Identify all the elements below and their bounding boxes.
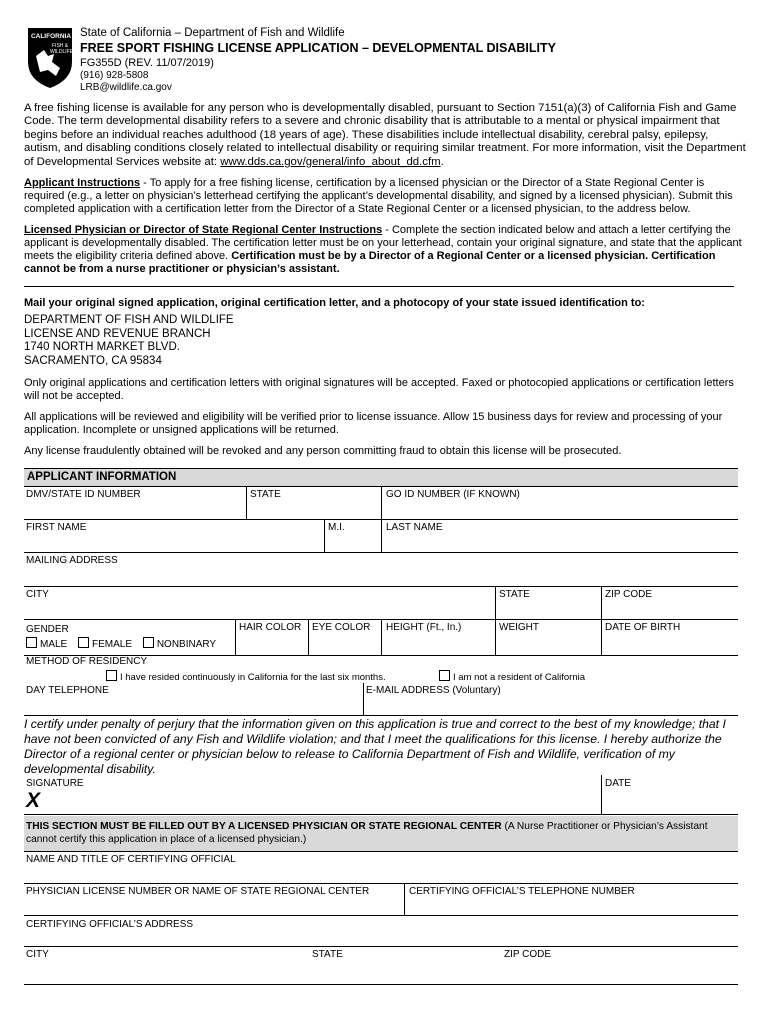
nonresident-checkbox[interactable]	[439, 670, 450, 681]
certifying-official-name-field[interactable]: NAME AND TITLE OF CERTIFYING OFFICIAL	[26, 854, 236, 865]
agency-name: State of California – Department of Fish and Wildlife	[80, 27, 345, 39]
nonbinary-label: NONBINARY	[156, 639, 217, 650]
first-name-field[interactable]: FIRST NAME	[26, 522, 87, 533]
signature-x-mark: X	[26, 789, 41, 812]
applicant-section-title: APPLICANT INFORMATION	[27, 471, 177, 483]
certifying-address-field[interactable]: CERTIFYING OFFICIAL’S ADDRESS	[26, 919, 194, 930]
state-field[interactable]: STATE	[250, 489, 281, 500]
dds-link[interactable]: www.dds.ca.gov/general/info_about_dd.cfm	[220, 155, 441, 168]
certifying-city-field[interactable]: CITY	[26, 949, 49, 960]
last-name-field[interactable]: LAST NAME	[386, 522, 443, 533]
address-line-2: LICENSE AND REVENUE BRANCH	[24, 327, 211, 340]
nonresident-option[interactable]	[439, 670, 585, 683]
physician-instructions-bold2: Certification cannot be from a nurse practitioner or physician’s assistant.	[24, 250, 716, 275]
gender-options	[26, 637, 216, 650]
city-field[interactable]: CITY	[26, 589, 49, 600]
physician-banner-text	[26, 820, 736, 846]
note-fraud: Any license fraudulently obtained will be revoked and any person committing fraud to obtain this license will be prosecuted.	[24, 445, 622, 457]
certifying-zip-field[interactable]: ZIP CODE	[504, 949, 552, 960]
mailing-address-field[interactable]: MAILING ADDRESS	[26, 555, 118, 566]
mail-heading: Mail your original signed application, original certification letter, and a photocopy of your state issued identification to:	[24, 297, 645, 309]
middle-initial-field[interactable]: M.I.	[328, 522, 345, 533]
female-option[interactable]	[78, 639, 132, 650]
go-id-field[interactable]: GO ID NUMBER (IF KNOWN)	[386, 489, 520, 500]
physician-instructions-heading: Licensed Physician or Director of State Regional Center Instructions	[24, 224, 383, 236]
certifying-state-field[interactable]: STATE	[312, 949, 343, 960]
mailing-address-block	[24, 314, 746, 368]
dmv-id-field[interactable]: DMV/STATE ID NUMBER	[26, 489, 141, 500]
logo-text-top: CALIFORNIA	[30, 33, 72, 40]
physician-banner-rest: (A Nurse Practitioner or Physician’s Assistant cannot certify this application in place of a licensed physician.)	[26, 821, 708, 845]
physician-instructions-bold1: Certification must be by a Director of a Regional Center or a licensed physician.	[231, 250, 649, 262]
resident-option[interactable]	[106, 670, 386, 683]
signature-date-field[interactable]: DATE	[605, 778, 631, 789]
form-title: FREE SPORT FISHING LICENSE APPLICATION – DEVELOPMENTAL DISABILITY	[80, 41, 556, 55]
form-id: FG355D (REV. 11/07/2019)	[80, 57, 214, 69]
certifying-phone-field[interactable]: CERTIFYING OFFICIAL’S TELEPHONE NUMBER	[409, 886, 635, 897]
contact-email: LRB@wildlife.ca.gov	[80, 82, 172, 93]
resident-label: I have resided continuously in California for the last six months.	[120, 672, 386, 683]
email-field[interactable]: E-MAIL ADDRESS (Voluntary)	[366, 685, 501, 696]
day-telephone-field[interactable]: DAY TELEPHONE	[26, 685, 109, 696]
male-checkbox[interactable]	[26, 637, 37, 648]
eye-color-field[interactable]: EYE COLOR	[312, 622, 371, 633]
agency-logo	[26, 26, 74, 90]
state2-field[interactable]: STATE	[499, 589, 530, 600]
signature-field[interactable]: SIGNATURE	[26, 778, 84, 789]
physician-license-field[interactable]: PHYSICIAN LICENSE NUMBER OR NAME OF STATE REGIONAL CENTER	[26, 886, 370, 897]
nonresident-label: I am not a resident of California	[453, 672, 586, 683]
hair-color-field[interactable]: HAIR COLOR	[239, 622, 302, 633]
physician-banner-bold: THIS SECTION MUST BE FILLED OUT BY A LICENSED PHYSICIAN OR STATE REGIONAL CENTER	[26, 821, 502, 832]
address-line-4: SACRAMENTO, CA 95834	[24, 354, 162, 367]
note-original: Only original applications and certification letters with original signatures will be accepted. Faxed or photocopied applications or certification letters will not be accepted.	[24, 377, 734, 402]
zip-field[interactable]: ZIP CODE	[605, 589, 653, 600]
nonbinary-checkbox[interactable]	[143, 637, 154, 648]
logo-text-mid: FISH &	[52, 43, 69, 49]
intro-text: A free fishing license is available for any person who is developmentally disabled, pursuant to Section 7151(a)(3) of California Fish and Game Code. The term developmental disability refers to a severe and chronic disability that is attributable to a mental or physical impairment that begins before an individual reaches adulthood (18 years of age). These disabilities include intellectual disability, cerebral palsy, epilepsy, autism, and disabling conditions closely related to intellectual disability or requiring similar treatment. For more information, visit the Department of Developmental Services website at:	[24, 102, 746, 168]
physician-instructions	[24, 224, 746, 276]
weight-field[interactable]: WEIGHT	[499, 622, 539, 633]
note-review: All applications will be reviewed and eligibility will be verified prior to license issuance. Allow 15 business days for review and processing of your application. Incomplete or unsigned applications will be returned.	[24, 411, 723, 436]
gender-label: GENDER	[26, 624, 69, 635]
female-label: FEMALE	[92, 639, 133, 650]
male-option[interactable]	[26, 639, 67, 650]
physician-instructions-text: - Complete the section indicated below and attach a letter certifying the applicant is developmentally disabled. The certification letter must be on your letterhead, contain your original signature, and state that the applicant meets the eligibility criteria defined above.	[24, 224, 742, 262]
address-line-1: DEPARTMENT OF FISH AND WILDLIFE	[24, 314, 234, 326]
intro-period: .	[440, 155, 444, 168]
male-label: MALE	[40, 639, 68, 650]
contact-phone: (916) 928-5808	[80, 70, 149, 81]
address-line-3: 1740 NORTH MARKET BLVD.	[24, 341, 180, 353]
applicant-instructions-heading: Applicant Instructions	[24, 177, 141, 189]
female-checkbox[interactable]	[78, 637, 89, 648]
residency-label: METHOD OF RESIDENCY	[26, 656, 148, 667]
applicant-instructions	[24, 177, 746, 216]
nonbinary-option[interactable]	[143, 639, 216, 650]
logo-text-bot: WILDLIFE	[50, 49, 74, 55]
resident-checkbox[interactable]	[106, 670, 117, 681]
applicant-instructions-text: - To apply for a free fishing license, certification by a licensed physician or the Director of a State Regional Center is required (e.g., a letter on physician’s letterhead certifying the applicant’s developmental disability, and signed by a licensed physician). Submit this completed application with a certification letter from the Director of a State Regional Center or a licensed physician, to the address below.	[24, 177, 733, 215]
dob-field[interactable]: DATE OF BIRTH	[605, 622, 681, 633]
height-field[interactable]: HEIGHT (Ft., In.)	[386, 622, 462, 633]
intro-paragraph	[24, 102, 746, 169]
certification-statement: I certify under penalty of perjury that the information given on this application is true and correct to the best of my knowledge; that I have not been convicted of any Fish and Wildlife violation; and that I meet the qualifications for this license. I hereby authorize the Director of a regional center or physician below to release to California Department of Fish and Wildlife, verification of my developmental disability.	[24, 717, 726, 776]
